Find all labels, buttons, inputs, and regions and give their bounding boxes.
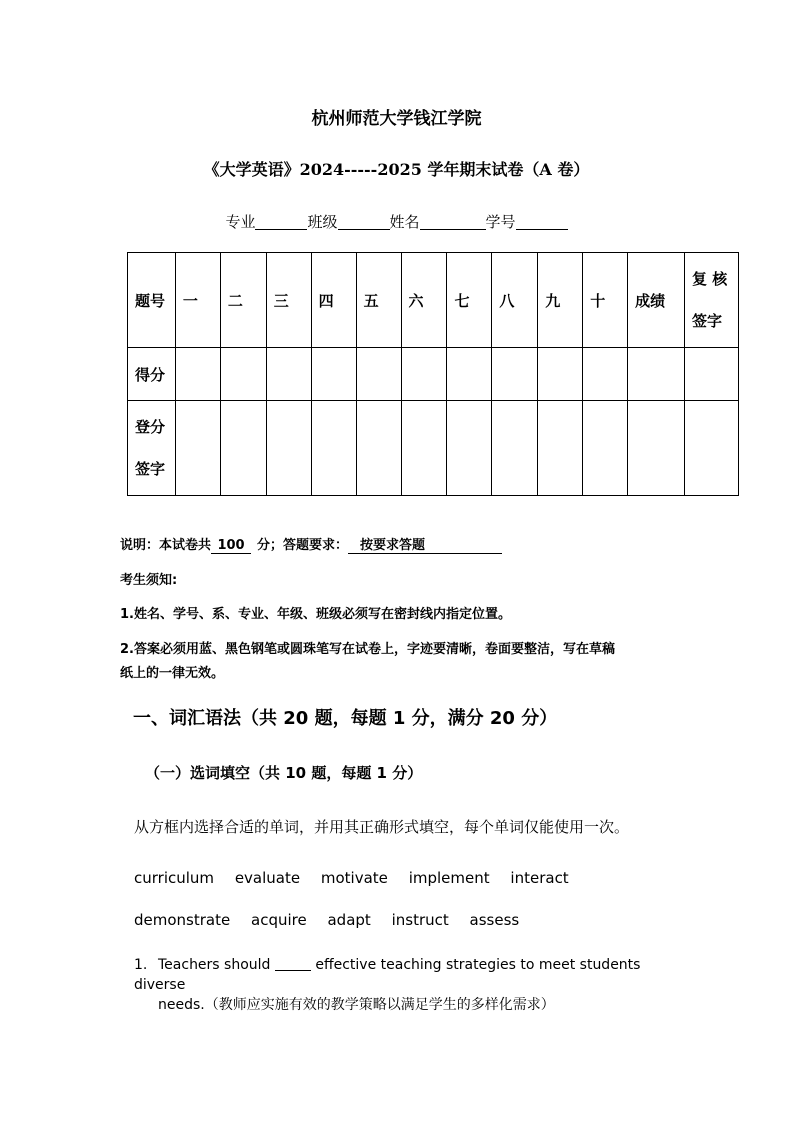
notice-title: 考生须知: bbox=[120, 573, 178, 588]
score-cell[interactable] bbox=[583, 348, 628, 401]
score-cell[interactable] bbox=[266, 348, 311, 401]
column-header: 四 bbox=[311, 253, 356, 348]
major-label: 专业 bbox=[225, 213, 256, 231]
register-cell[interactable] bbox=[401, 401, 447, 496]
score-cell[interactable] bbox=[220, 348, 266, 401]
description-prefix: 说明：本试卷共 bbox=[120, 538, 212, 553]
question-line-1 bbox=[134, 955, 654, 995]
class-field[interactable] bbox=[338, 213, 390, 230]
register-cell[interactable] bbox=[492, 401, 538, 496]
question-text-after: effective teaching strategies to meet students diverse bbox=[134, 957, 641, 993]
word-bank-item: acquire bbox=[251, 911, 307, 929]
total-points: 100 bbox=[211, 538, 251, 554]
score-cell[interactable] bbox=[685, 348, 739, 401]
review-label: 复 核 bbox=[692, 270, 728, 288]
score-cell[interactable] bbox=[492, 348, 538, 401]
column-header: 六 bbox=[401, 253, 447, 348]
class-label: 班级 bbox=[307, 213, 338, 231]
register-cell[interactable] bbox=[175, 401, 220, 496]
word-bank-item: interact bbox=[510, 869, 569, 887]
register-cell[interactable] bbox=[583, 401, 628, 496]
review-sign-header bbox=[685, 253, 739, 348]
register-cell[interactable] bbox=[538, 401, 583, 496]
total-score-header: 成绩 bbox=[628, 253, 685, 348]
score-cell[interactable] bbox=[401, 348, 447, 401]
register-cell[interactable] bbox=[356, 401, 401, 496]
word-bank-item: curriculum bbox=[134, 869, 215, 887]
column-header: 七 bbox=[447, 253, 492, 348]
score-cell[interactable] bbox=[356, 348, 401, 401]
score-cell[interactable] bbox=[538, 348, 583, 401]
score-row bbox=[128, 348, 739, 401]
question-1 bbox=[134, 955, 654, 1015]
score-label: 得分 bbox=[128, 348, 176, 401]
register-cell[interactable] bbox=[628, 401, 685, 496]
register-cell[interactable] bbox=[311, 401, 356, 496]
register-cell[interactable] bbox=[220, 401, 266, 496]
word-bank-row-2 bbox=[134, 911, 533, 929]
major-field[interactable] bbox=[255, 213, 307, 230]
column-header: 二 bbox=[220, 253, 266, 348]
register-sign-label bbox=[128, 401, 176, 496]
word-bank-item: assess bbox=[469, 911, 520, 929]
word-bank-row-1 bbox=[134, 869, 583, 887]
student-info-line bbox=[0, 211, 793, 232]
column-header: 八 bbox=[492, 253, 538, 348]
rule-2-line-1: 2.答案必须用蓝、黑色钢笔或圆珠笔写在试卷上，字迹要清晰，卷面要整洁，写在草稿 bbox=[120, 642, 615, 657]
word-bank-item: implement bbox=[408, 869, 490, 887]
question-number-label: 题号 bbox=[128, 253, 176, 348]
review-sign-label: 签字 bbox=[692, 312, 723, 330]
question-line-2: needs.（教师应实施有效的教学策略以满足学生的多样化需求） bbox=[158, 997, 555, 1013]
score-table bbox=[127, 252, 739, 496]
column-header: 三 bbox=[266, 253, 311, 348]
word-bank-item: evaluate bbox=[234, 869, 301, 887]
register-row bbox=[128, 401, 739, 496]
question-text-before: Teachers should bbox=[158, 957, 271, 973]
word-bank-item: adapt bbox=[327, 911, 371, 929]
score-cell[interactable] bbox=[447, 348, 492, 401]
column-header: 五 bbox=[356, 253, 401, 348]
word-bank-item: instruct bbox=[391, 911, 449, 929]
instruction: 从方框内选择合适的单词，并用其正确形式填空，每个单词仅能使用一次。 bbox=[134, 818, 630, 836]
word-bank-item: demonstrate bbox=[134, 911, 231, 929]
register-cell[interactable] bbox=[447, 401, 492, 496]
id-label: 学号 bbox=[485, 213, 516, 231]
rule-1: 1.姓名、学号、系、专业、年级、班级必须写在密封线内指定位置。 bbox=[120, 607, 511, 622]
column-header: 一 bbox=[175, 253, 220, 348]
register-label: 登分 bbox=[135, 418, 166, 436]
sign-label: 签字 bbox=[135, 460, 166, 478]
exam-description bbox=[120, 534, 502, 554]
name-label: 姓名 bbox=[389, 213, 420, 231]
section-title: 一、词汇语法（共 20 题，每题 1 分，满分 20 分） bbox=[133, 708, 558, 729]
rule-2-line-2: 纸上的一律无效。 bbox=[120, 666, 225, 681]
register-cell[interactable] bbox=[685, 401, 739, 496]
register-cell[interactable] bbox=[266, 401, 311, 496]
question-number-row bbox=[128, 253, 739, 348]
score-cell[interactable] bbox=[628, 348, 685, 401]
score-cell[interactable] bbox=[311, 348, 356, 401]
exam-title: 《大学英语》2024-----2025 学年期末试卷（A 卷） bbox=[203, 160, 590, 179]
score-cell[interactable] bbox=[175, 348, 220, 401]
answer-requirement: 按要求答题 bbox=[348, 534, 502, 554]
question-number: 1. bbox=[134, 957, 148, 973]
answer-blank[interactable] bbox=[275, 957, 311, 971]
id-field[interactable] bbox=[516, 213, 568, 230]
description-mid: 分；答题要求： bbox=[257, 538, 349, 553]
subsection-title: （一）选词填空（共 10 题，每题 1 分） bbox=[145, 764, 423, 782]
name-field[interactable] bbox=[420, 213, 486, 230]
column-header: 十 bbox=[583, 253, 628, 348]
column-header: 九 bbox=[538, 253, 583, 348]
word-bank-item: motivate bbox=[320, 869, 388, 887]
school-name: 杭州师范大学钱江学院 bbox=[311, 109, 482, 129]
